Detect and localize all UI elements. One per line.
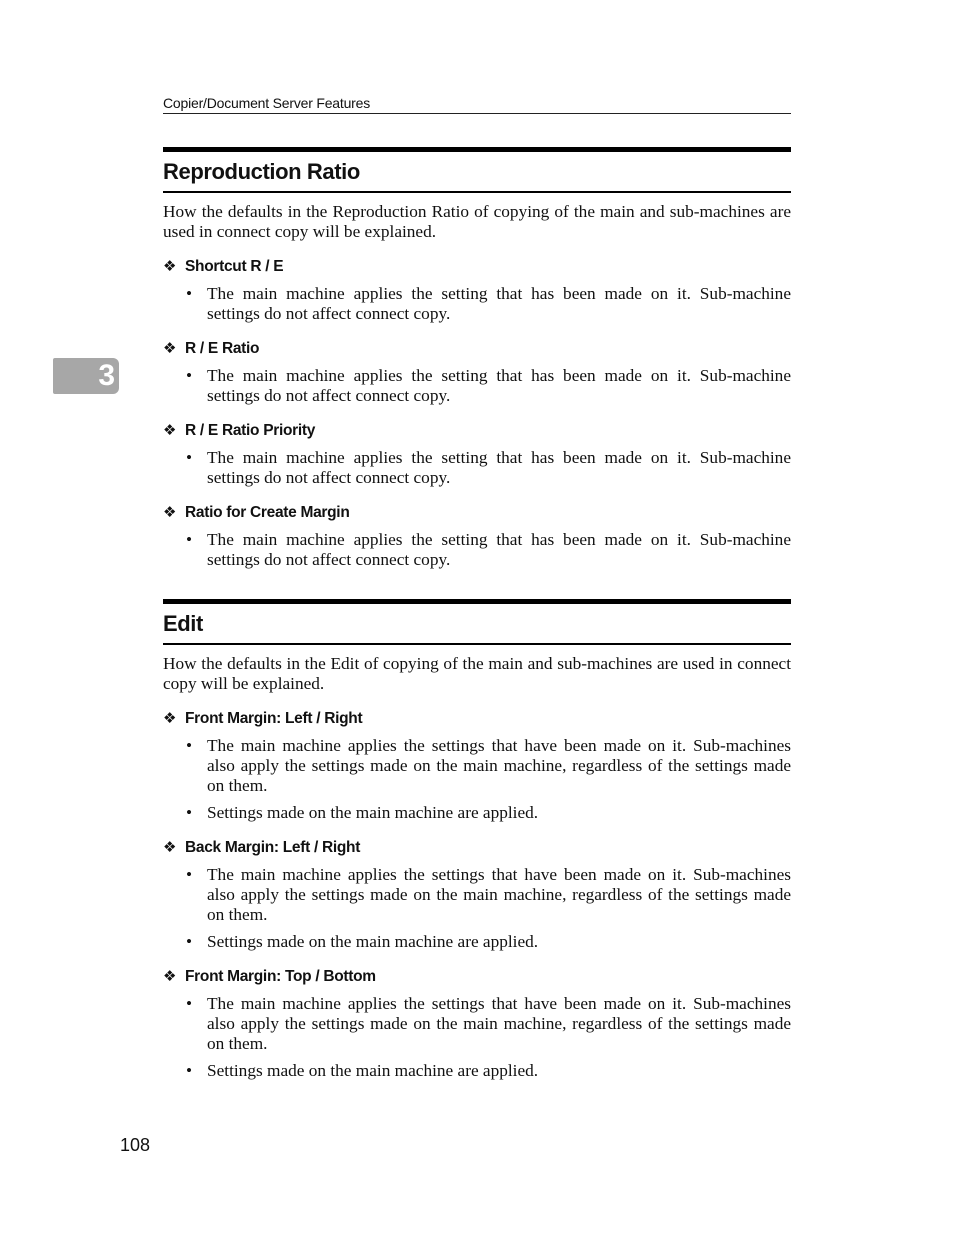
subsection-heading [163, 257, 791, 277]
list-item [163, 1061, 791, 1081]
subsection-heading-text: Shortcut R / E [185, 258, 284, 275]
section-intro: How the defaults in the Edit of copying of the main and sub-machines are used in connect copy will be explained. [163, 654, 791, 693]
list-item-text: Settings made on the main machine are applied. [207, 803, 539, 822]
list-item [163, 803, 791, 823]
list-item-text: The main machine applies the setting that has been made on it. Sub-machine settings do not affect connect copy. [207, 284, 791, 323]
list-item [163, 284, 791, 324]
running-title: Copier/Document Server Features [163, 95, 370, 111]
subsection-heading [163, 838, 791, 858]
subsection-heading-text: R / E Ratio [185, 340, 260, 357]
list-item-text: The main machine applies the setting that has been made on it. Sub-machine settings do not affect connect copy. [207, 366, 791, 405]
bullet-list [163, 530, 791, 570]
four-diamond-icon: ❖ [163, 422, 177, 439]
subsection-heading [163, 503, 791, 523]
page-number: 108 [120, 1135, 151, 1155]
bullet-list [163, 736, 791, 823]
chapter-tab [53, 358, 119, 394]
section-reproduction-ratio [163, 147, 791, 570]
subsection-heading [163, 339, 791, 359]
subsection-heading-text: Ratio for Create Margin [185, 504, 350, 521]
subsection-heading-text: Front Margin: Left / Right [185, 710, 363, 727]
bullet-icon: • [186, 448, 193, 467]
bullet-icon: • [186, 530, 193, 549]
subsection-heading [163, 709, 791, 729]
bullet-icon: • [186, 865, 193, 884]
list-item [163, 366, 791, 406]
list-item-text: The main machine applies the settings that have been made on it. Sub-machines also apply the settings made on the main machine, regardless of the settings made on them. [207, 994, 791, 1053]
four-diamond-icon: ❖ [163, 504, 177, 521]
bullet-icon: • [186, 366, 193, 385]
bullet-list [163, 865, 791, 952]
four-diamond-icon: ❖ [163, 340, 177, 357]
list-item-text: The main machine applies the settings that have been made on it. Sub-machines also apply the settings made on the main machine, regardless of the settings made on them. [207, 736, 791, 795]
section-title: Reproduction Ratio [163, 147, 791, 193]
bullet-icon: • [186, 932, 193, 951]
four-diamond-icon: ❖ [163, 839, 177, 856]
subsection-heading [163, 421, 791, 441]
subsection-heading-text: Front Margin: Top / Bottom [185, 968, 376, 985]
subsection-heading-text: Back Margin: Left / Right [185, 839, 361, 856]
four-diamond-icon: ❖ [163, 710, 177, 727]
chapter-number: 3 [98, 359, 115, 392]
bullet-list [163, 284, 791, 324]
bullet-list [163, 366, 791, 406]
list-item [163, 736, 791, 796]
bullet-list [163, 448, 791, 488]
list-item [163, 448, 791, 488]
section-intro: How the defaults in the Reproduction Ratio of copying of the main and sub-machines are used in connect copy will be explained. [163, 202, 791, 241]
bullet-icon: • [186, 803, 193, 822]
running-header [163, 95, 791, 114]
list-item-text: The main machine applies the setting that has been made on it. Sub-machine settings do not affect connect copy. [207, 448, 791, 487]
section-title: Edit [163, 599, 791, 645]
four-diamond-icon: ❖ [163, 258, 177, 275]
bullet-icon: • [186, 994, 193, 1013]
subsection-heading [163, 967, 791, 987]
list-item [163, 865, 791, 925]
list-item [163, 994, 791, 1054]
list-item-text: Settings made on the main machine are applied. [207, 932, 539, 951]
section-edit [163, 599, 791, 1081]
list-item [163, 932, 791, 952]
list-item-text: Settings made on the main machine are applied. [207, 1061, 539, 1080]
bullet-icon: • [186, 736, 193, 755]
subsection-heading-text: R / E Ratio Priority [185, 422, 316, 439]
list-item-text: The main machine applies the settings that have been made on it. Sub-machines also apply the settings made on the main machine, regardless of the settings made on them. [207, 865, 791, 924]
list-item [163, 530, 791, 570]
bullet-list [163, 994, 791, 1081]
bullet-icon: • [186, 284, 193, 303]
bullet-icon: • [186, 1061, 193, 1080]
four-diamond-icon: ❖ [163, 968, 177, 985]
list-item-text: The main machine applies the setting that has been made on it. Sub-machine settings do not affect connect copy. [207, 530, 791, 569]
